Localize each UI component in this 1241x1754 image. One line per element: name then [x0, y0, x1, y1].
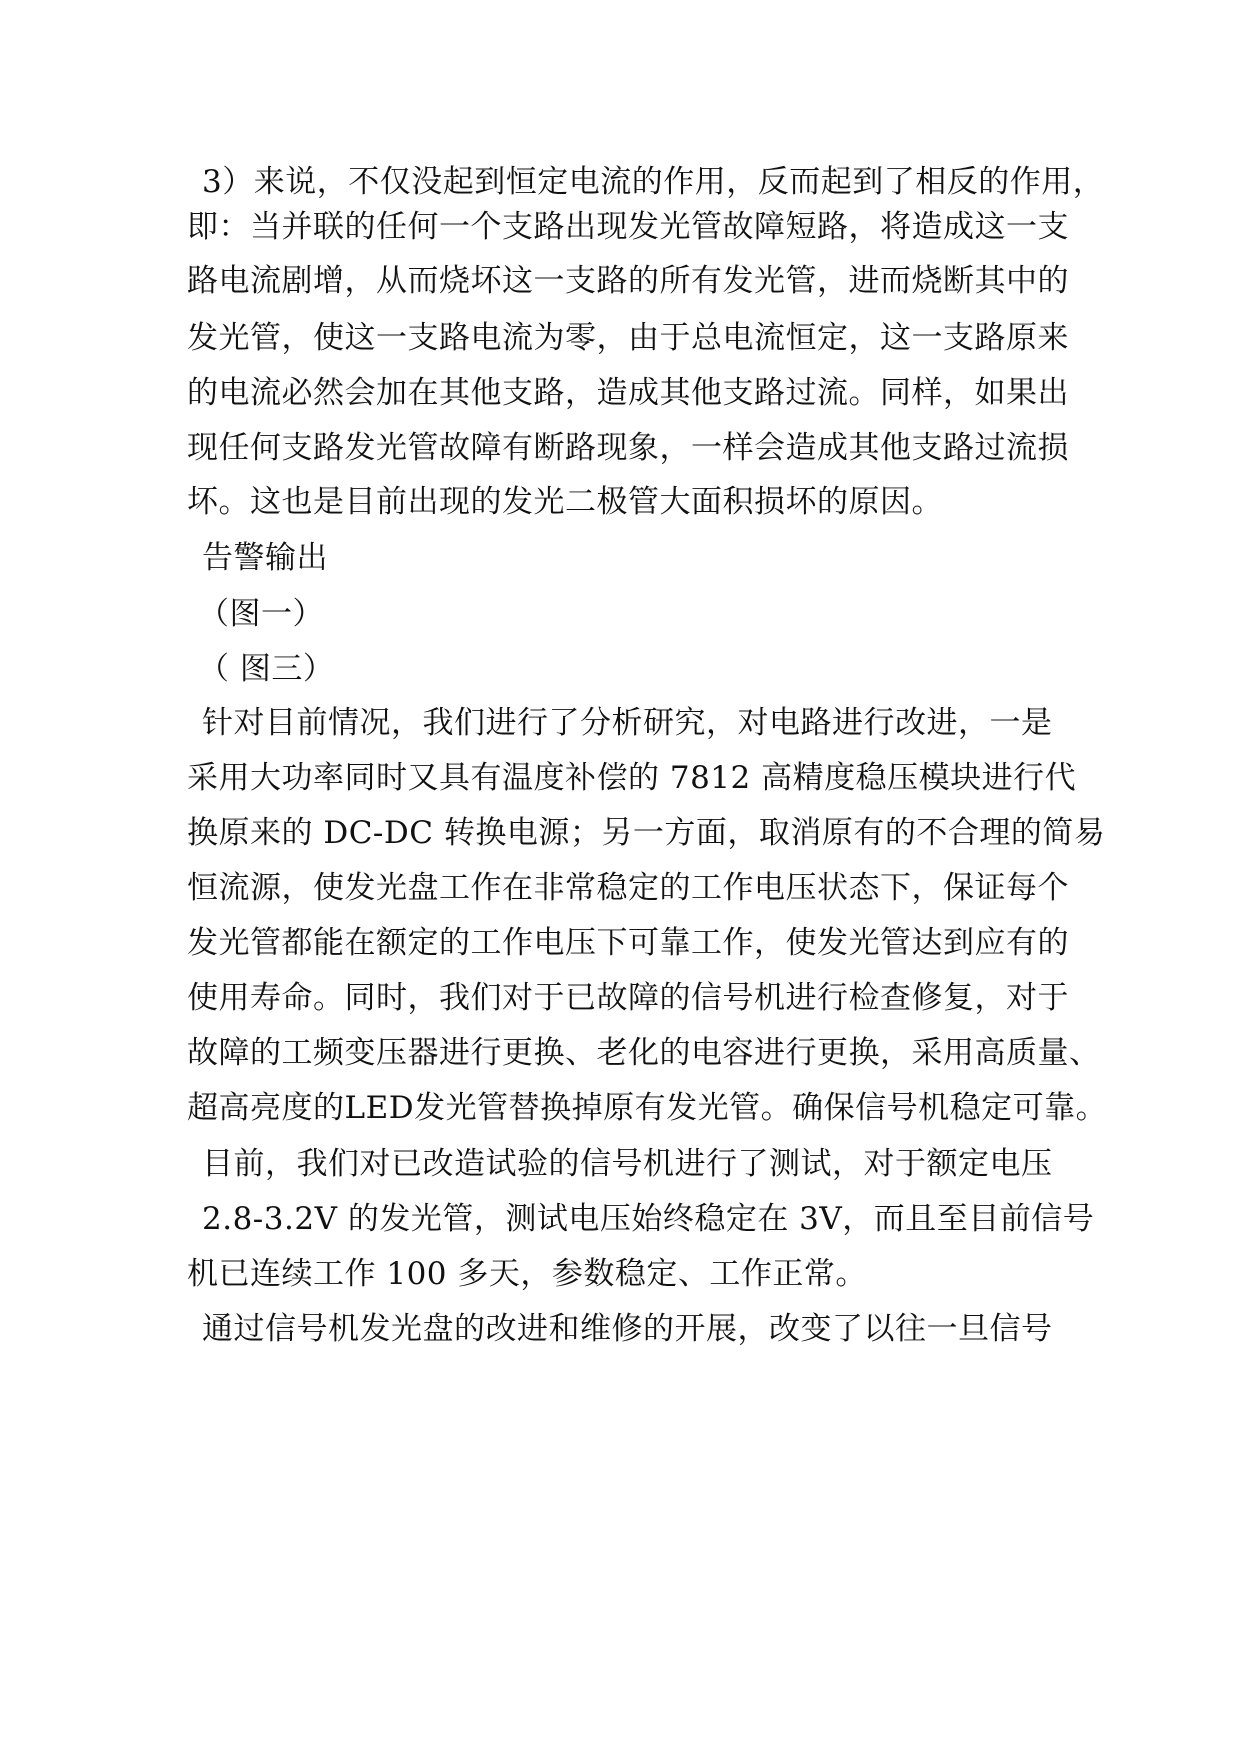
paragraph-line: 恒流源，使发光盘工作在非常稳定的工作电压状态下，保证每个: [187, 870, 1069, 906]
paragraph-line: 发光管都能在额定的工作电压下可靠工作，使发光管达到应有的: [187, 925, 1069, 961]
paragraph-line: 发光管，使这一支路电流为零，由于总电流恒定，这一支路原来: [187, 320, 1069, 356]
heading-alarm-output: 告警输出: [202, 540, 328, 576]
figure-caption: （ 图三）: [198, 651, 335, 687]
paragraph-line: 即：当并联的任何一个支路出现发光管故障短路，将造成这一支: [187, 209, 1069, 245]
paragraph-line: 使用寿命。同时，我们对于已故障的信号机进行检查修复，对于: [187, 980, 1069, 1016]
paragraph-line: 现任何支路发光管故障有断路现象，一样会造成其他支路过流损: [187, 430, 1069, 466]
paragraph-line: 采用大功率同时又具有温度补偿的 7812 高精度稳压模块进行代: [187, 760, 1077, 796]
paragraph-line: 坏。这也是目前出现的发光二极管大面积损坏的原因。: [187, 484, 943, 520]
paragraph-line: 3）来说，不仅没起到恒定电流的作用，反而起到了相反的作用，: [202, 164, 1105, 200]
paragraph-line: 路电流剧增，从而烧坏这一支路的所有发光管，进而烧断其中的: [187, 263, 1069, 299]
paragraph-line: 针对目前情况，我们进行了分析研究，对电路进行改进，一是: [202, 705, 1053, 741]
paragraph-line: 换原来的 DC-DC 转换电源；另一方面，取消原有的不合理的简易: [187, 815, 1106, 851]
figure-caption: （图一）: [198, 596, 324, 632]
paragraph-line: 2.8-3.2V 的发光管，测试电压始终稳定在 3V，而且至目前信号: [202, 1201, 1095, 1237]
paragraph-line: 通过信号机发光盘的改进和维修的开展，改变了以往一旦信号: [202, 1311, 1053, 1347]
paragraph-line: 目前，我们对已改造试验的信号机进行了测试，对于额定电压: [202, 1146, 1053, 1182]
paragraph-line: 超高亮度的LED发光管替换掉原有发光管。确保信号机稳定可靠。: [187, 1090, 1108, 1126]
paragraph-line: 的电流必然会加在其他支路，造成其他支路过流。同样，如果出: [187, 375, 1069, 411]
paragraph-line: 机已连续工作 100 多天，参数稳定、工作正常。: [187, 1256, 867, 1292]
paragraph-line: 故障的工频变压器进行更换、老化的电容进行更换，采用高质量、: [187, 1035, 1101, 1071]
